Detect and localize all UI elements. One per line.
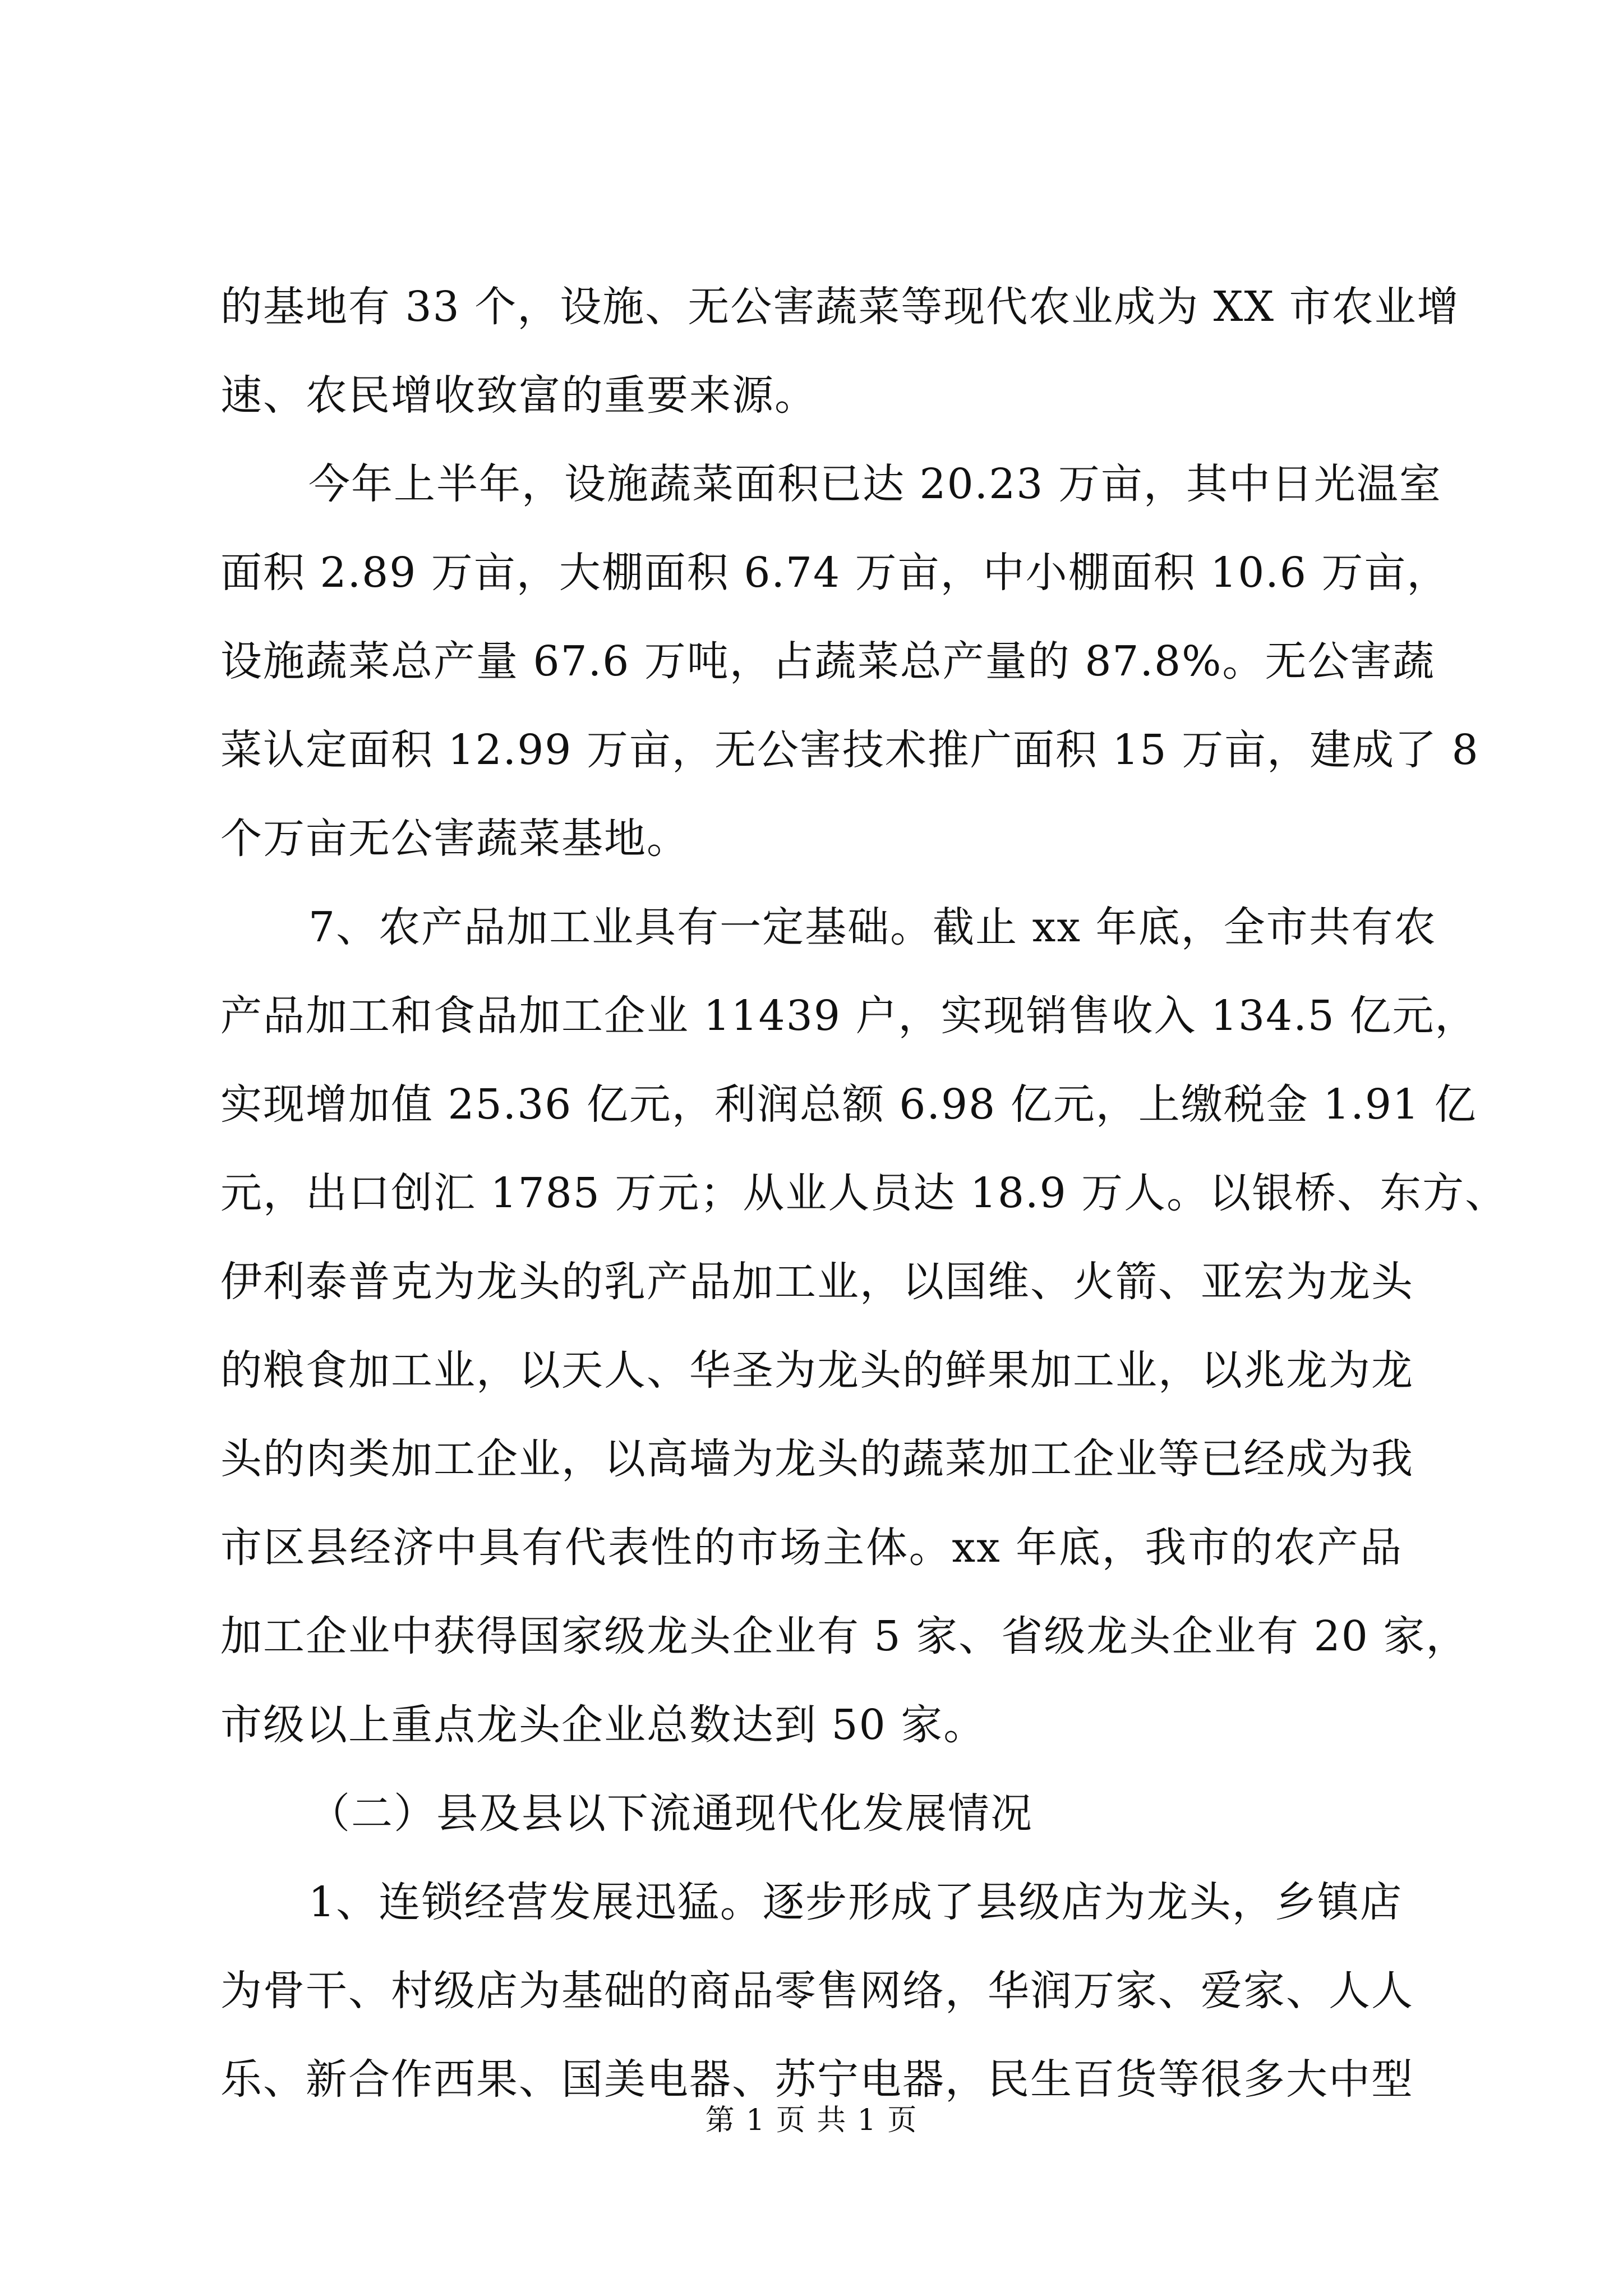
text-line: 的粮食加工业，以天人、华圣为龙头的鲜果加工业，以兆龙为龙 xyxy=(220,1346,1414,1395)
text-line: 菜认定面积 12.99 万亩，无公害技术推广面积 15 万亩，建成了 8 xyxy=(220,726,1479,774)
text-line: 实现增加值 25.36 亿元，利润总额 6.98 亿元，上缴税金 1.91 亿 xyxy=(220,1080,1477,1129)
text-line: 头的肉类加工企业，以高墙为龙头的蔬菜加工企业等已经成为我 xyxy=(220,1435,1414,1483)
text-line: 个万亩无公害蔬菜基地。 xyxy=(220,815,689,863)
paragraph-first-line: 今年上半年，设施蔬菜面积已达 20.23 万亩，其中日光温室 xyxy=(308,460,1442,508)
text-line: 市区县经济中具有代表性的市场主体。xx 年底，我市的农产品 xyxy=(220,1524,1403,1572)
text-line: 速、农民增收致富的重要来源。 xyxy=(220,371,817,420)
text-line: 市级以上重点龙头企业总数达到 50 家。 xyxy=(220,1701,986,1749)
text-line: 元，出口创汇 1785 万元；从业人员达 18.9 万人。以银桥、东方、 xyxy=(220,1169,1508,1217)
text-line: 加工企业中获得国家级龙头企业有 5 家、省级龙头企业有 20 家， xyxy=(220,1612,1469,1660)
paragraph-first-line: 7、农产品加工业具有一定基础。截止 xx 年底，全市共有农 xyxy=(308,903,1437,951)
section-heading: （二）县及县以下流通现代化发展情况 xyxy=(308,1789,1033,1838)
document-body xyxy=(220,263,1508,2124)
text-line: 产品加工和食品加工企业 11439 户，实现销售收入 134.5 亿元， xyxy=(220,992,1478,1040)
text-line: 乐、新合作西果、国美电器、苏宁电器，民生百货等很多大中型 xyxy=(220,2055,1414,2104)
text-line: 设施蔬菜总产量 67.6 万吨，占蔬菜总产量的 87.8%。无公害蔬 xyxy=(220,637,1436,685)
text-line: 的基地有 33 个，设施、无公害蔬菜等现代农业成为 XX 市农业增 xyxy=(220,283,1460,331)
text-line: 伊利泰普克为龙头的乳产品加工业，以国维、火箭、亚宏为龙头 xyxy=(220,1258,1414,1306)
text-line: 面积 2.89 万亩，大棚面积 6.74 万亩，中小棚面积 10.6 万亩， xyxy=(220,549,1450,597)
page-footer: 第 1 页 共 1 页 xyxy=(705,2104,918,2137)
text-line: 为骨干、村级店为基础的商品零售网络，华润万家、爱家、人人 xyxy=(220,1967,1414,2015)
paragraph-first-line: 1、连锁经营发展迅猛。逐步形成了县级店为龙头，乡镇店 xyxy=(308,1878,1403,1926)
